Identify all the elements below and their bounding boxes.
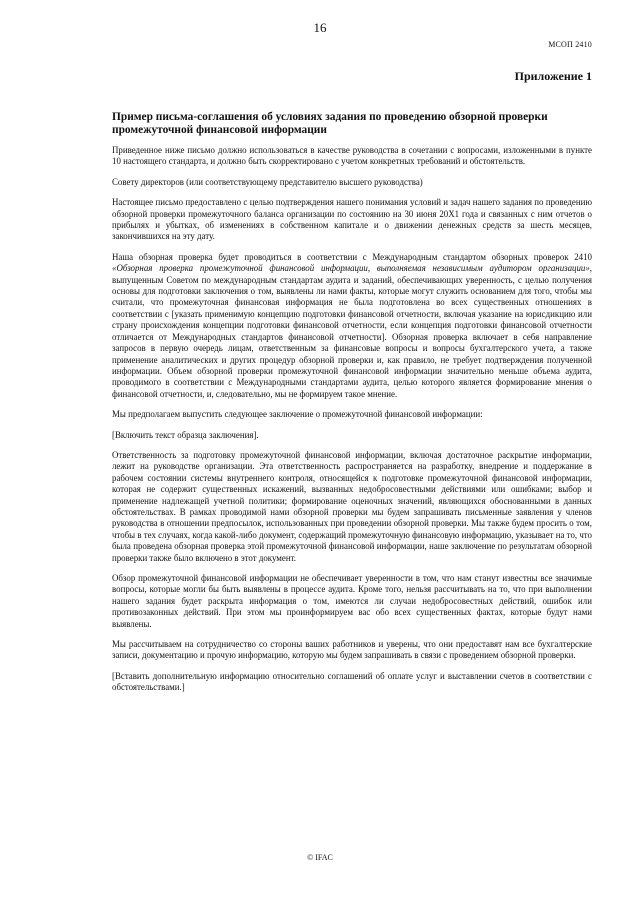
appendix-heading: Приложение 1 bbox=[514, 69, 592, 83]
document-title: Пример письма-соглашения об условиях задания по проведению обзорной проверки промежуточной финансовой информации bbox=[112, 111, 548, 136]
standard-code: МСОП 2410 bbox=[548, 40, 592, 49]
standard-title-italic: «Обзорная проверка промежуточной финансовой информации, выполняемая независимым аудитором организации» bbox=[112, 263, 590, 274]
paragraph-addressee: Совету директоров (или соответствующему представителю высшего руководства) bbox=[112, 176, 423, 187]
paragraph-report-intent: Мы предполагаем выпустить следующее заключение о промежуточной финансовой информации: bbox=[112, 409, 483, 420]
paragraph-review-scope-part-1: Наша обзорная проверка будет проводиться в соответствии с Международным стандартом обзорных проверок 2410 bbox=[112, 251, 592, 262]
paragraph-review-scope-part-2: , выпущенным Советом по международным стандартам аудита и заданий, обеспечивающих уверенность, с целью получения основы для подготовки заключения о том, выявлены ли нами факты, которые могут служить основанием для того, чтобы мы считали, что промежуточная финансовая информация не была подготовлена во всех существенных отношениях в соответствии с [указать применимую концепцию подготовки финансовой отчетности, включая указание на юрисдикцию или страну происхождения концепции подготовки финансовой отчетности, если концепция подготовки финансовой отчетности отличается от Международных стандартов финансовой отчетности]. Обзорная проверка включает в себя направление запросов в первую очередь лицам, ответственным за финансовые вопросы и вопросы бухгалтерского учета, а также применение аналитических и других процедур обзорной проверки и, как правило, не требует подтверждения полученной информации. Объем обзорной проверки промежуточной финансовой информации значительно меньше объема аудита, проводимого в соответствии с Международными стандартами аудита, целью которого является формирование мнения о финансовой отчетности, и, следовательно, мы не формируем такое мнение. bbox=[112, 263, 592, 399]
paragraph-responsibility: Ответственность за подготовку промежуточной финансовой информации, включая достаточное раскрытие информации, лежит на руководстве организации. Эта ответственность распространяется на разработку, внедрение и поддержание в рабочем состоянии системы внутреннего контроля, относящейся к подготовке промежуточной финансовой информации, которая не содержит существенных искажений, вызванных недобросовестными действиями или ошибками; выбор и применение надлежащей учетной политики; формирование оценочных значений, являющихся обоснованными в данных обстоятельствах. В рамках проводимой нами обзорной проверки мы будем запрашивать письменные заявления у членов руководства в отношении предпосылок, использованных при проведении обзорной проверки. Мы также будем просить о том, чтобы в тех случаях, когда какой-либо документ, содержащий промежуточную финансовую информацию, указывает на то, что была проведена обзорная проверка этой промежуточной финансовой информации, наше заключение по результатам обзорной проверки также было включено в этот документ. bbox=[112, 449, 592, 563]
paragraph-report-placeholder: [Включить текст образца заключения]. bbox=[112, 429, 259, 440]
footer-copyright: © IFAC bbox=[307, 853, 333, 862]
document-body bbox=[112, 111, 592, 703]
paragraph-purpose: Настоящее письмо предоставлено с целью подтверждения нашего понимания условий и задач нашего задания по проведению обзорной проверки промежуточного баланса организации по состоянию на 30 июня 20X1 года и связанных с ним отчетов о прибылях и убытках, об изменениях в собственном капитале и о движении денежных средств за шесть месяцев, закончившихся на эту дату. bbox=[112, 197, 592, 242]
paragraph-intro: Приведенное ниже письмо должно использоваться в качестве руководства в сочетании с вопросами, изложенными в пункте 10 настоящего стандарта, и должно быть скорректировано с учетом конкретных требований и обстоятельств. bbox=[112, 145, 592, 167]
page-number: 16 bbox=[313, 20, 327, 35]
paragraph-cooperation: Мы рассчитываем на сотрудничество со стороны ваших работников и уверены, что они предоставят нам все бухгалтерские записи, документацию и прочую информацию, которую мы будем запрашивать в связи с проведением обзорной проверки. bbox=[112, 639, 592, 661]
paragraph-limitations: Обзор промежуточной финансовой информации не обеспечивает уверенности в том, что нам станут известны все значимые вопросы, которые могли бы быть выявлены в процессе аудита. Кроме того, нельзя рассчитывать на то, что при выполнении нашего задания будет раскрыта информация о том, имеются ли случаи недобросовестных действий, ошибок или противозаконных действий. При этом мы проинформируем вас обо всех существенных фактах, которые будут нами выявлены. bbox=[112, 573, 592, 629]
paragraph-review-scope bbox=[112, 252, 592, 400]
paragraph-fees-placeholder: [Вставить дополнительную информацию относительно соглашений об оплате услуг и выставлении счетов в соответствии с обстоятельствами.] bbox=[112, 670, 592, 693]
